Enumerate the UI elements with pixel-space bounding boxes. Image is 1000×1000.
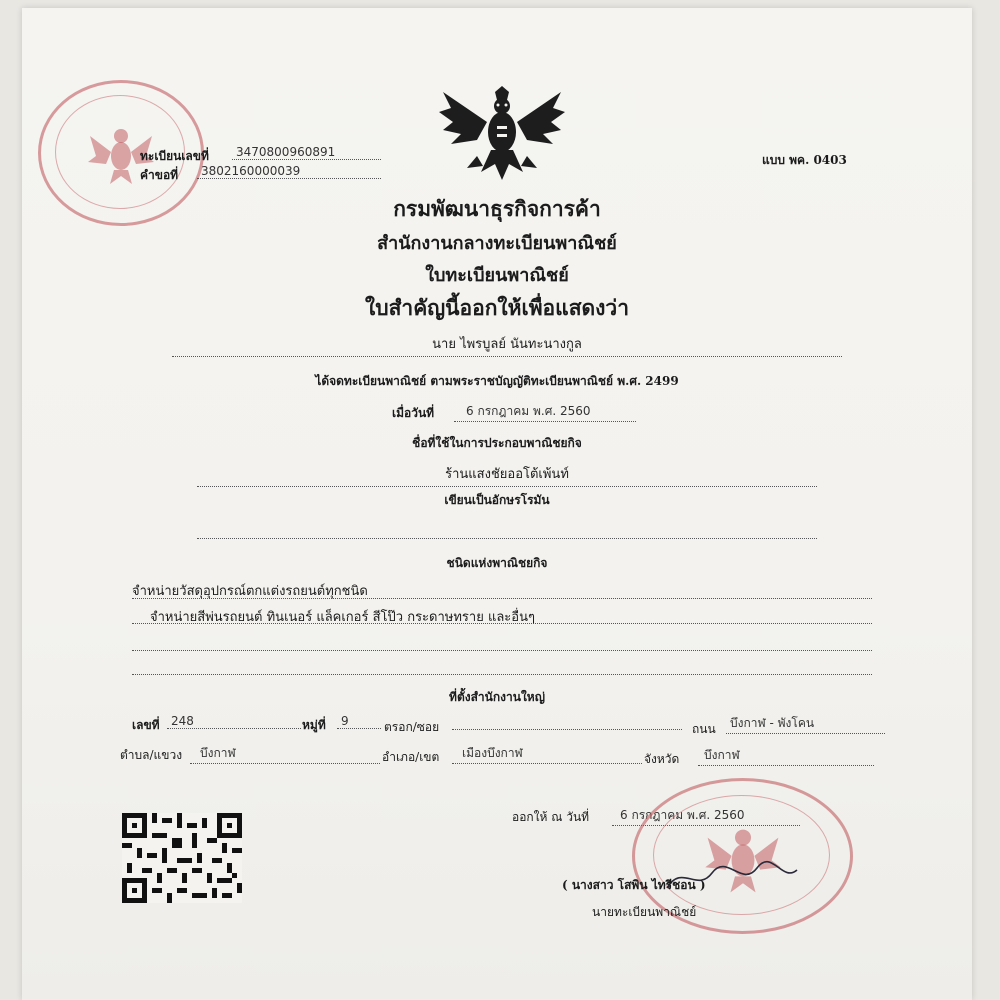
hq-label: ที่ตั้งสำนักงานใหญ่ bbox=[449, 690, 545, 704]
subdistrict-value: บึงกาฬ bbox=[190, 744, 380, 764]
garuda-emblem-icon bbox=[437, 86, 567, 181]
roman-value bbox=[197, 523, 817, 539]
date-label: เมื่อวันที่ bbox=[392, 406, 435, 420]
address-no-label: เลขที่ bbox=[132, 718, 160, 732]
subdistrict-label: ตำบล/แขวง bbox=[120, 748, 183, 762]
business-type-label: ชนิดแห่งพาณิชยกิจ bbox=[446, 556, 548, 570]
office-title: สำนักงานกลางทะเบียนพาณิชย์ bbox=[377, 233, 617, 254]
business-type-line-1: จำหน่ายวัสดุอุปกรณ์ตกแต่งรถยนต์ทุกชนิด bbox=[132, 580, 872, 599]
roman-label: เขียนเป็นอักษรโรมัน bbox=[444, 493, 550, 507]
district-value: เมืองบึงกาฬ bbox=[452, 744, 642, 764]
owner-name: นาย ไพรบูลย์ นันทะนางกูล bbox=[172, 333, 842, 357]
road-value: บึงกาฬ - พังโคน bbox=[726, 714, 885, 734]
form-code: แบบ พค. 0403 bbox=[762, 153, 847, 167]
moo-label: หมู่ที่ bbox=[302, 718, 326, 732]
registered-statement: ได้จดทะเบียนพาณิชย์ ตามพระราชบัญญัติทะเบียนพาณิชย์ พ.ศ. 2499 bbox=[315, 374, 679, 388]
address-no-value: 248 bbox=[167, 714, 301, 729]
registration-no-label: ทะเบียนเลขที่ bbox=[140, 149, 209, 163]
registration-no-value: 3470800960891 bbox=[232, 145, 381, 160]
soi-label: ตรอก/ซอย bbox=[384, 720, 440, 734]
business-name-value: ร้านแสงชัยออโต้เพ้นท์ bbox=[197, 463, 817, 487]
statement-title: ใบสำคัญนี้ออกให้เพื่อแสดงว่า bbox=[365, 295, 629, 320]
certificate-paper bbox=[22, 8, 972, 1000]
date-value: 6 กรกฎาคม พ.ศ. 2560 bbox=[454, 402, 636, 422]
signatory-title: นายทะเบียนพาณิชย์ bbox=[592, 905, 697, 919]
province-value: บึงกาฬ bbox=[698, 746, 874, 766]
issued-date: 6 กรกฎาคม พ.ศ. 2560 bbox=[612, 806, 800, 826]
signatory-name: ( นางสาว โสพิน ไทรีชอน ) bbox=[562, 878, 706, 892]
issued-label: ออกให้ ณ วันที่ bbox=[512, 810, 590, 824]
business-type-line-4 bbox=[132, 656, 872, 675]
business-name-label: ชื่อที่ใช้ในการประกอบพาณิชยกิจ bbox=[412, 436, 582, 450]
district-label: อำเภอ/เขต bbox=[382, 750, 440, 764]
province-label: จังหวัด bbox=[644, 752, 680, 766]
request-no-value: 3802160000039 bbox=[197, 164, 381, 179]
qr-code bbox=[122, 813, 242, 903]
business-type-line-2: จำหน่ายสีพ่นรถยนต์ ทินเนอร์ แล็คเกอร์ สีโป๊ว กระดาษทราย และอื่นๆ bbox=[132, 606, 872, 624]
soi-value bbox=[452, 714, 682, 730]
moo-value: 9 bbox=[337, 714, 381, 729]
business-type-line-3 bbox=[132, 632, 872, 651]
department-title: กรมพัฒนาธุรกิจการค้า bbox=[393, 196, 601, 221]
certificate-title: ใบทะเบียนพาณิชย์ bbox=[425, 265, 569, 286]
request-no-label: คำขอที่ bbox=[140, 168, 179, 182]
road-label: ถนน bbox=[692, 722, 716, 736]
